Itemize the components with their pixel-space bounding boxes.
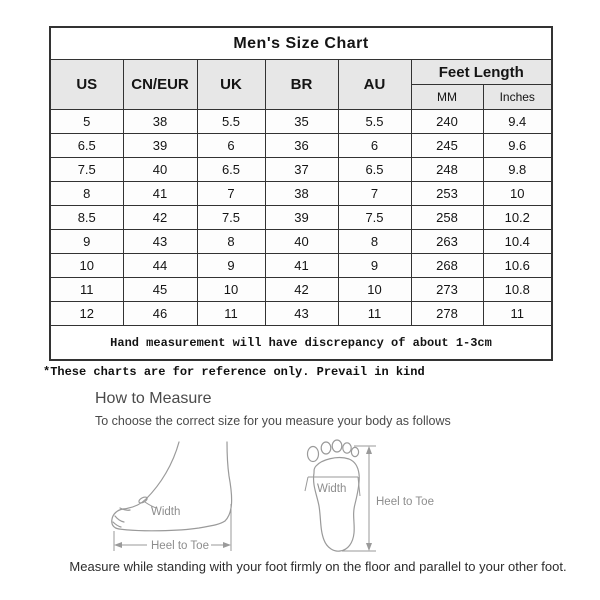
- size-cell: 10: [50, 254, 123, 278]
- bottom-width-label: Width: [317, 483, 347, 495]
- size-cell: 39: [123, 134, 197, 158]
- size-cell: 40: [265, 230, 338, 254]
- size-cell: 8: [50, 182, 123, 206]
- size-cell: 11: [338, 302, 411, 326]
- table-row: [50, 134, 552, 158]
- size-cell: 6.5: [50, 134, 123, 158]
- size-cell: 37: [265, 158, 338, 182]
- table-row: [50, 110, 552, 134]
- size-cell: 35: [265, 110, 338, 134]
- table-head: [50, 27, 552, 110]
- size-cell: 7.5: [338, 206, 411, 230]
- third-toe: [332, 440, 342, 452]
- size-cell: 8: [338, 230, 411, 254]
- size-cell: 6: [338, 134, 411, 158]
- fourth-toe: [343, 443, 351, 453]
- size-cell: 38: [123, 110, 197, 134]
- size-rows-body: [50, 110, 552, 326]
- foot-side-view-diagram: [95, 438, 245, 560]
- size-cell: 12: [50, 302, 123, 326]
- size-cell: 6.5: [338, 158, 411, 182]
- size-cell: 6.5: [197, 158, 265, 182]
- size-cell: 9: [197, 254, 265, 278]
- size-chart-table: [49, 26, 553, 361]
- size-cell: 7: [338, 182, 411, 206]
- size-cell: 10: [197, 278, 265, 302]
- size-cell: 10.4: [483, 230, 552, 254]
- footprint-outline: [308, 440, 360, 551]
- big-toe: [308, 447, 319, 462]
- footnote-row: [50, 326, 552, 361]
- col-header-au: AU: [338, 60, 411, 110]
- size-cell: 41: [123, 182, 197, 206]
- table-row: [50, 302, 552, 326]
- second-toe: [321, 442, 331, 454]
- size-cell: 11: [483, 302, 552, 326]
- size-cell: 9: [50, 230, 123, 254]
- size-cell: 10: [338, 278, 411, 302]
- size-cell: 258: [411, 206, 483, 230]
- size-cell: 45: [123, 278, 197, 302]
- size-cell: 41: [265, 254, 338, 278]
- col-header-cn-eur: CN/EUR: [123, 60, 197, 110]
- table-row: [50, 230, 552, 254]
- size-cell: 8.5: [50, 206, 123, 230]
- size-cell: 248: [411, 158, 483, 182]
- size-cell: 10.2: [483, 206, 552, 230]
- table-row: [50, 278, 552, 302]
- header-row: [50, 60, 552, 85]
- size-cell: 5: [50, 110, 123, 134]
- size-cell: 7.5: [50, 158, 123, 182]
- size-cell: 5.5: [197, 110, 265, 134]
- size-cell: 9.6: [483, 134, 552, 158]
- size-cell: 7: [197, 182, 265, 206]
- size-cell: 6: [197, 134, 265, 158]
- size-cell: 36: [265, 134, 338, 158]
- size-cell: 40: [123, 158, 197, 182]
- size-cell: 253: [411, 182, 483, 206]
- little-toe: [351, 447, 358, 456]
- size-cell: 10: [483, 182, 552, 206]
- size-cell: 39: [265, 206, 338, 230]
- size-cell: 42: [265, 278, 338, 302]
- side-width-callout: [145, 502, 180, 518]
- size-cell: 8: [197, 230, 265, 254]
- size-cell: 44: [123, 254, 197, 278]
- col-header-uk: UK: [197, 60, 265, 110]
- size-cell: 38: [265, 182, 338, 206]
- size-cell: 10.6: [483, 254, 552, 278]
- size-cell: 9: [338, 254, 411, 278]
- col-header-mm: MM: [411, 85, 483, 110]
- table-row: [50, 254, 552, 278]
- title-row: [50, 27, 552, 60]
- size-cell: 11: [50, 278, 123, 302]
- side-length-label: Heel to Toe: [151, 540, 209, 552]
- col-header-us: US: [50, 60, 123, 110]
- size-cell: 9.8: [483, 158, 552, 182]
- table-foot: [50, 326, 552, 361]
- table-row: [50, 206, 552, 230]
- bottom-length-label: Heel to Toe: [376, 496, 434, 508]
- side-width-label: Width: [151, 506, 181, 518]
- col-header-feet-length: Feet Length: [411, 60, 552, 85]
- size-cell: 9.4: [483, 110, 552, 134]
- measure-caption: Measure while standing with your foot firmly on the floor and parallel to your other foot.: [69, 559, 567, 574]
- table-row: [50, 158, 552, 182]
- size-cell: 46: [123, 302, 197, 326]
- size-cell: 10.8: [483, 278, 552, 302]
- how-to-measure-heading: How to Measure: [95, 390, 212, 407]
- size-cell: 245: [411, 134, 483, 158]
- size-cell: 278: [411, 302, 483, 326]
- size-cell: 43: [265, 302, 338, 326]
- table-footnote: Hand measurement will have discrepancy of about 1-3cm: [50, 326, 552, 361]
- size-cell: 5.5: [338, 110, 411, 134]
- col-header-br: BR: [265, 60, 338, 110]
- size-cell: 42: [123, 206, 197, 230]
- size-cell: 43: [123, 230, 197, 254]
- table-row: [50, 182, 552, 206]
- size-cell: 268: [411, 254, 483, 278]
- how-to-measure-subheading: To choose the correct size for you measure your body as follows: [95, 414, 451, 428]
- footprint-bottom-view-diagram: [300, 435, 436, 560]
- size-cell: 273: [411, 278, 483, 302]
- size-cell: 263: [411, 230, 483, 254]
- table-title: Men's Size Chart: [50, 27, 552, 60]
- size-cell: 240: [411, 110, 483, 134]
- size-cell: 11: [197, 302, 265, 326]
- reference-note: *These charts are for reference only. Prevail in kind: [43, 365, 425, 379]
- size-cell: 7.5: [197, 206, 265, 230]
- col-header-inches: Inches: [483, 85, 552, 110]
